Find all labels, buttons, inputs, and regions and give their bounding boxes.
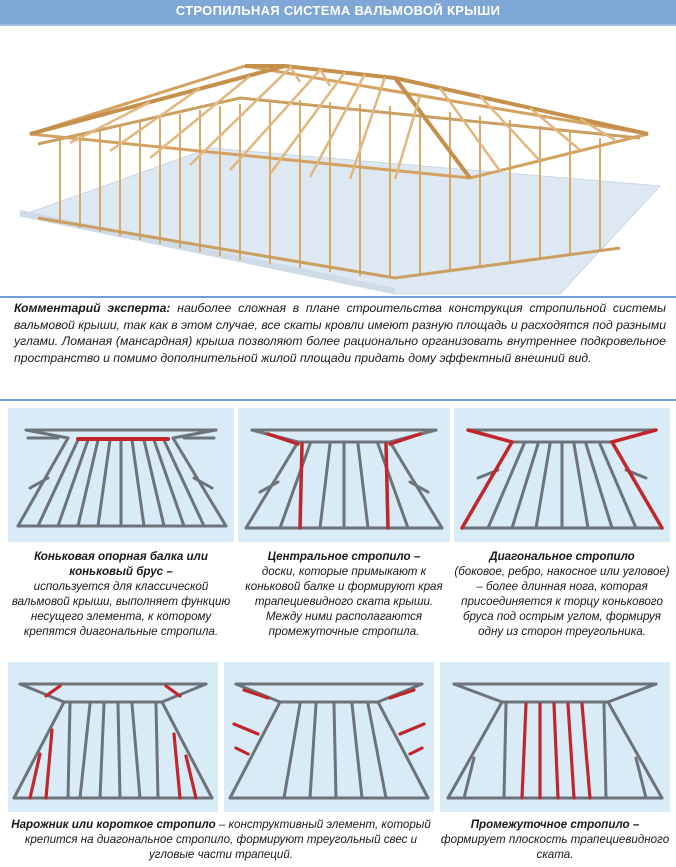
tile-diagonal-rafter [454, 408, 670, 542]
caption-jack-rafter-text: – конструктивный элемент, который крепится на диагональное стропило, формируют треугольный свес и угловые части трапеций. [24, 818, 431, 861]
tile-jack-rafter-2 [224, 662, 434, 812]
caption-intermediate-rafter-text: формирует плоскость трапециевидного ската. [440, 833, 670, 861]
caption-intermediate-rafter-dash: – [629, 818, 640, 831]
tile-jack-rafter [8, 662, 218, 812]
expert-comment [14, 300, 666, 366]
comment-label: Комментарий эксперта: [14, 301, 171, 315]
caption-jack-rafter-title: Нарожник или короткое стропило [11, 818, 216, 831]
diagonal-rafter-diagram [454, 408, 670, 542]
house-frame-drawing [0, 26, 676, 296]
caption-ridge-beam-dash: – [163, 565, 173, 578]
page-banner [0, 0, 676, 26]
jack-rafter-diagram [8, 662, 218, 812]
tile-central-rafter [238, 408, 450, 542]
jack-rafter-side-diagram [224, 662, 434, 812]
tile-ridge-beam [8, 408, 234, 542]
caption-diagonal-rafter-text: (боковое, ребро, накосное или угловое) – более длинная нога, которая присоединяется к торцу конькового бруса под острым углом, формируя одну из сторон треугольника. [454, 565, 670, 638]
caption-central-rafter [238, 549, 450, 639]
caption-jack-rafter [8, 817, 434, 862]
ridge-beam-diagram [8, 408, 234, 542]
caption-intermediate-rafter-title: Промежуточное стропило [470, 818, 630, 831]
caption-diagonal-rafter [454, 549, 670, 639]
caption-central-rafter-title: Центральное стропило [267, 550, 411, 563]
caption-ridge-beam [8, 549, 234, 639]
house-frame-illustration [0, 26, 676, 296]
divider-middle [0, 399, 676, 401]
caption-central-rafter-text: доски, которые примыкают к коньковой балке и формируют края трапециевидного ската крыши. Между ними располагаются промежуточные стропила. [245, 565, 443, 638]
central-rafter-diagram [238, 408, 450, 542]
caption-ridge-beam-text: используется для классической вальмовой крыши, выполняет функцию несущего элемента, к которому крепятся диагональные стропила. [11, 580, 231, 638]
comment-text: наиболее сложная в плане строительства конструкция стропильной системы вальмовой крыши, так как в этом случае, все скаты кровли имеют разную площадь и расходятся под разными углами. Ломаная (мансардная) крыша позволяют более рационально организовать внутреннее подкровельное пространство и помимо дополнительной жилой площади придать дому эффектный внешний вид. [14, 301, 666, 365]
banner-title: СТРОПИЛЬНАЯ СИСТЕМА ВАЛЬМОВОЙ КРЫШИ [175, 3, 501, 18]
foundation-slab [20, 148, 660, 294]
caption-central-rafter-dash: – [410, 550, 421, 563]
intermediate-rafter-diagram [440, 662, 670, 812]
caption-intermediate-rafter [440, 817, 670, 862]
tile-intermediate-rafter [440, 662, 670, 812]
caption-ridge-beam-title: Коньковая опорная балка или коньковый брус [34, 550, 208, 578]
divider-top [0, 296, 676, 298]
caption-diagonal-rafter-title: Диагональное стропило [489, 550, 635, 563]
